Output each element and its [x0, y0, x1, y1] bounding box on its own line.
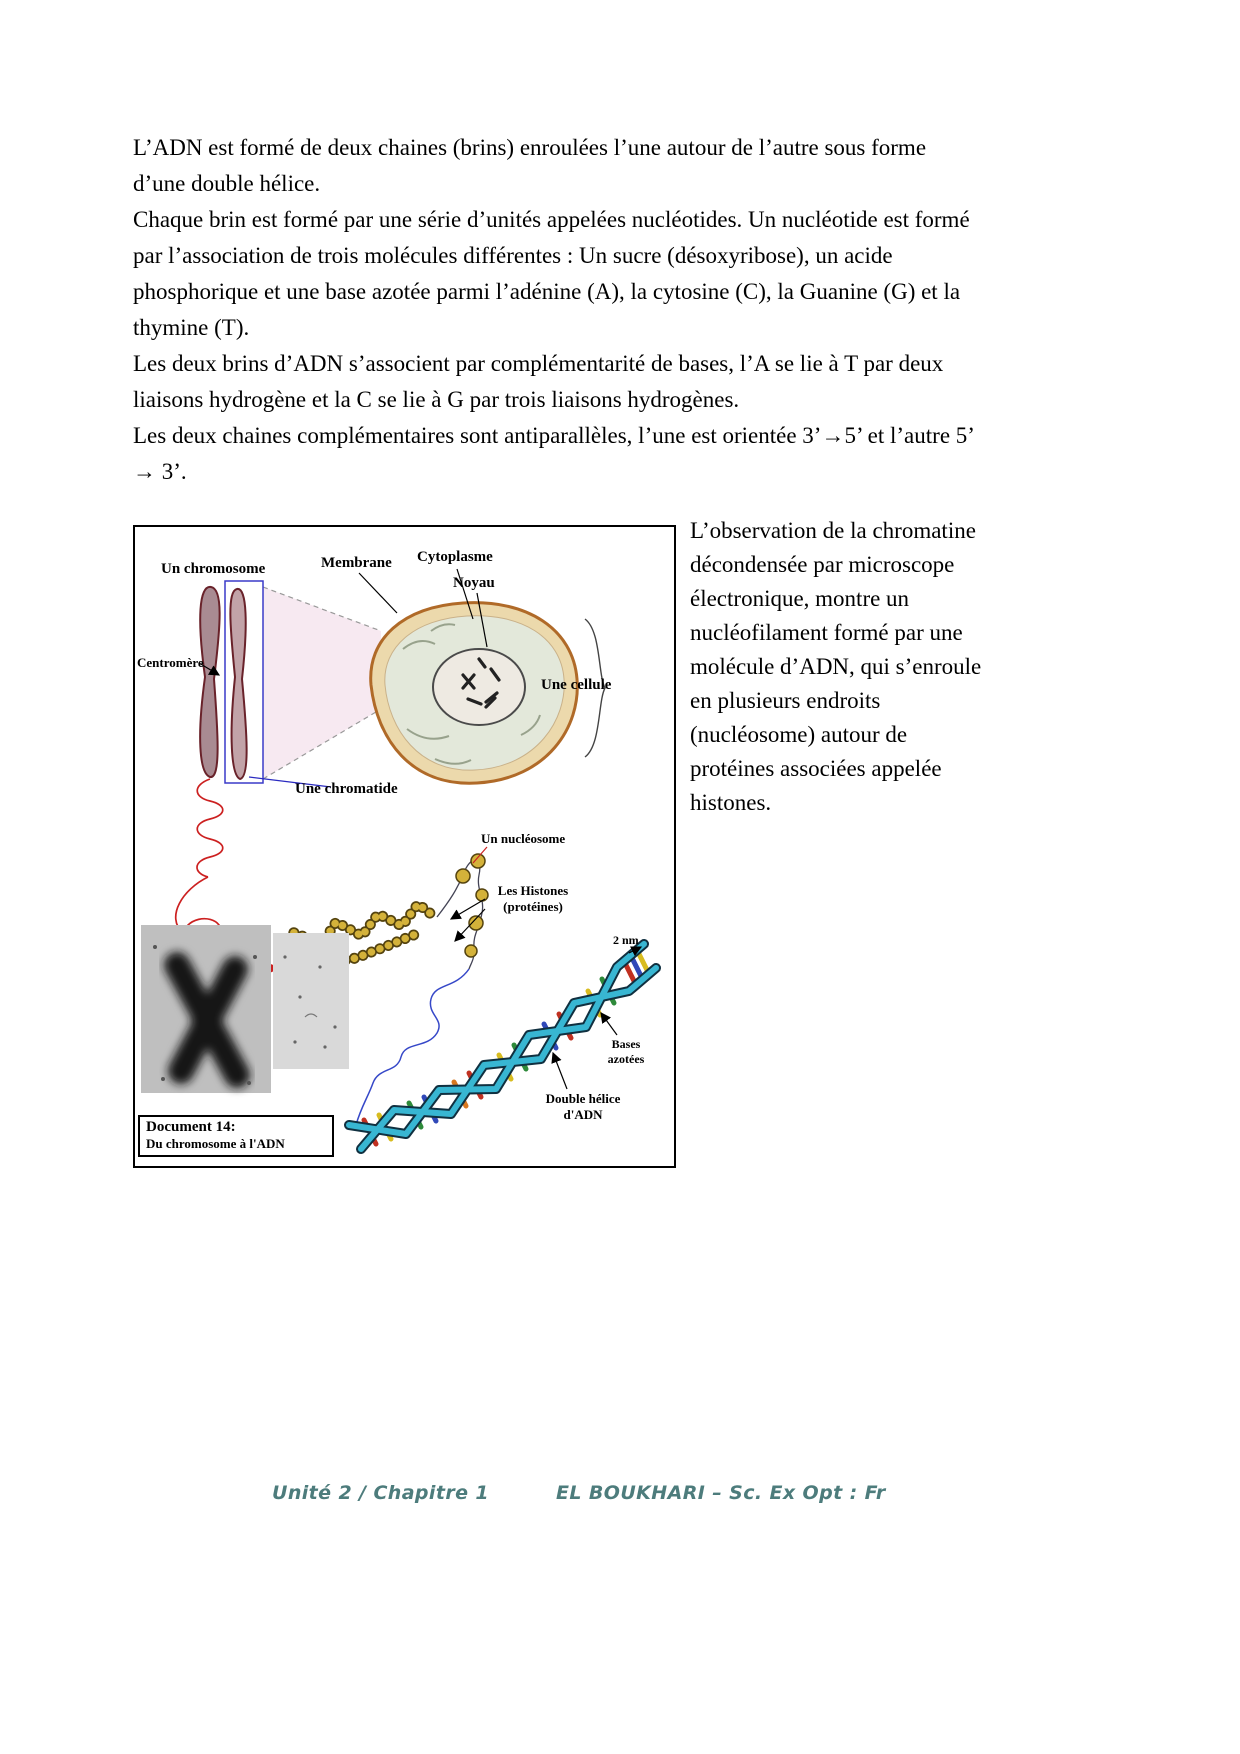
label-une-cellule: Une cellule — [541, 677, 612, 693]
label-double-helice — [531, 1091, 635, 1123]
figure-caption-box — [138, 1115, 334, 1157]
chromosome-drawing — [200, 581, 263, 783]
label-centromere: Centromère — [137, 655, 204, 670]
label-les-histones-line1: Les Histones — [497, 883, 569, 898]
label-noyau: Noyau — [453, 575, 495, 591]
label-double-helice-line2: d'ADN — [563, 1107, 603, 1122]
label-un-nucleosome: Un nucléosome — [481, 831, 566, 846]
beads-on-string-drawing — [437, 854, 488, 969]
paragraph-1: L’ADN est formé de deux chaines (brins) enroulées l’une autour de l’autre sous forme d’une double hélice. — [133, 135, 927, 196]
label-cytoplasme: Cytoplasme — [417, 549, 493, 565]
paragraph-4: Les deux chaines complémentaires sont antiparallèles, l’une est orientée 3’→5’ et l’autre 5’ → 3’. — [133, 423, 974, 484]
label-un-chromosome: Un chromosome — [161, 561, 266, 577]
side-note-text: L’observation de la chromatine décondensée par microscope électronique, montre un nucléofilament formé par une molécule d’ADN, qui s’enroule en plusieurs endroits (nucléosome) autour de protéines associées appelée histones. — [690, 518, 982, 815]
label-les-histones-line2: (protéines) — [503, 899, 563, 914]
dna-thread-drawing — [356, 969, 469, 1125]
label-bases-azotees — [595, 1037, 657, 1067]
footer-unit-chapter: Unité 2 / Chapitre 1 — [272, 1482, 490, 1504]
figure-document-14 — [133, 525, 676, 1168]
figure-caption-subtitle: Du chromosome à l'ADN — [146, 1136, 285, 1151]
label-bases-line1: Bases — [611, 1037, 641, 1051]
label-double-helice-line1: Double hélice — [545, 1091, 621, 1106]
label-2nm: 2 nm — [613, 933, 639, 947]
page-footer — [0, 1482, 1240, 1512]
footer-author: EL BOUKHARI – Sc. Ex Opt : Fr — [556, 1482, 886, 1504]
figure-caption-title: Document 14: — [146, 1119, 236, 1135]
intro-text — [133, 130, 975, 490]
paragraph-3: Les deux brins d’ADN s’associent par complémentarité de bases, l’A se lie à T par deux liaisons hydrogène et la C se lie à G par trois liaisons hydrogènes. — [133, 351, 944, 412]
label-les-histones — [487, 883, 579, 915]
figure-illustration — [135, 527, 674, 1166]
label-une-chromatide: Une chromatide — [295, 781, 398, 797]
micrograph-image — [141, 925, 349, 1093]
zoom-cone — [263, 587, 381, 779]
label-bases-line2: azotées — [607, 1052, 645, 1066]
paragraph-2: Chaque brin est formé par une série d’unités appelées nucléotides. Un nucléotide est formé par l’association de trois molécules différentes : Un sucre (désoxyribose), un acide phosphorique et une base azotée parmi l’adénine (A), la cytosine (C), la Guanine (G) et la thymine (T). — [133, 207, 970, 340]
label-membrane: Membrane — [321, 555, 392, 571]
